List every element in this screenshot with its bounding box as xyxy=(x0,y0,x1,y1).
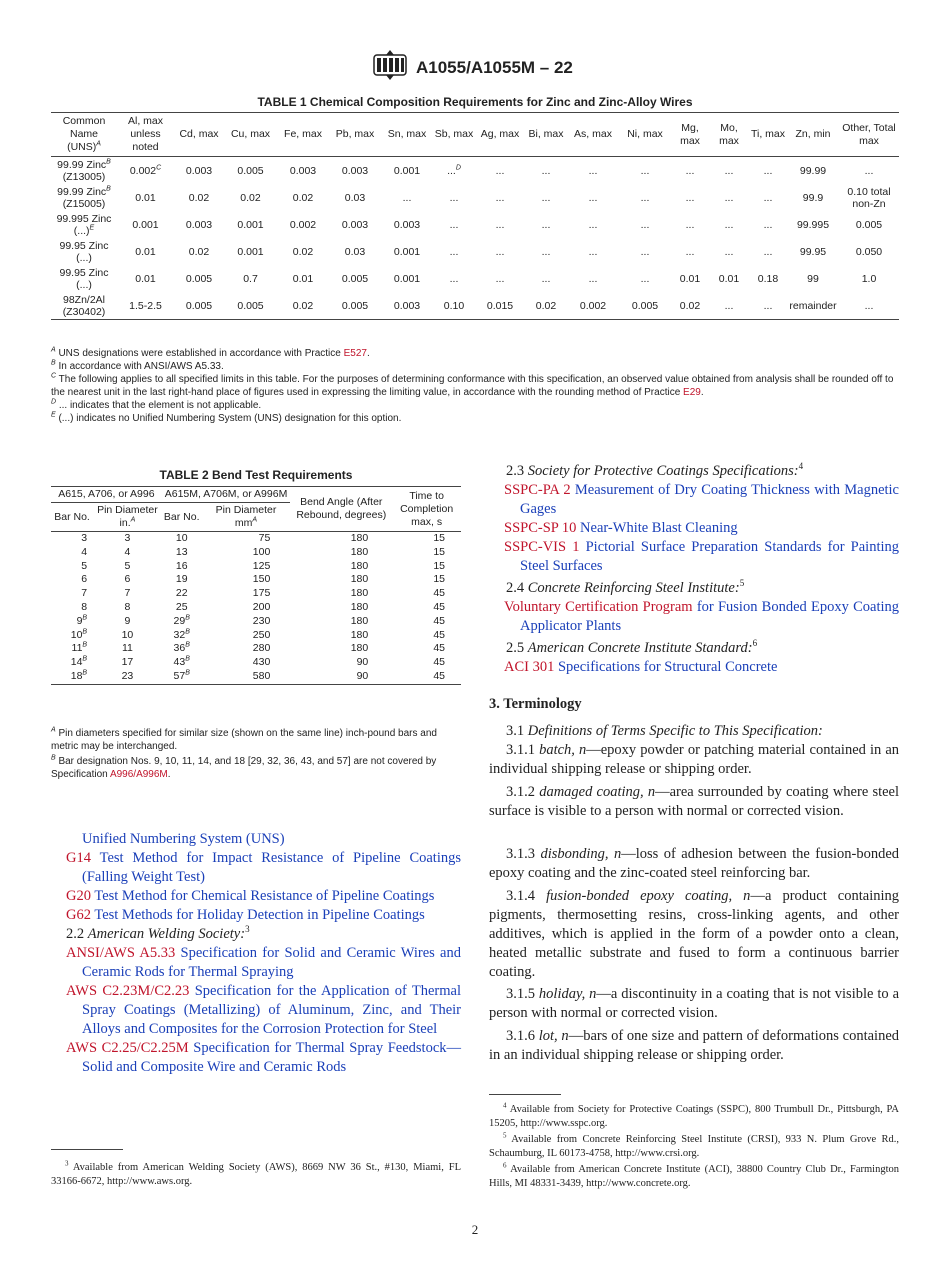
table1-cell: 0.001 xyxy=(393,272,421,285)
table2-cell: 6 xyxy=(81,573,88,586)
table2-pin-mm-header: Pin Diameter $mm^A$ xyxy=(202,503,291,532)
table1-col-header: Zn, min xyxy=(787,113,839,157)
table1-title: TABLE 1 Chemical Composition Requirements for Zinc and Zinc-Alloy Wires xyxy=(257,95,693,109)
table2-cell: $29^B$ xyxy=(173,614,190,627)
table1-footnote: $^C$ The following applies to all specified limits in this table. For the purposes of determining conformance with this specification, an observed value obtained from analysis shall be rounded off to the nearest unit in the last right-hand place of figures used in expressing the limiting value, in accordance with the rounding method of Practice E29. xyxy=(51,372,894,398)
table2-cell: 45 xyxy=(392,670,461,684)
table2-cell: 19 xyxy=(175,573,188,586)
table1-cell: ... xyxy=(724,164,734,177)
table1-cell: 0.18 xyxy=(757,272,779,285)
table2-cell: 180 xyxy=(350,614,369,627)
table1-cell: ... xyxy=(685,245,695,258)
table1-cell: 0.01 xyxy=(135,272,156,285)
table2-bend-angle-header: Bend Angle (After Rebound, degrees) xyxy=(290,487,392,532)
table1-cell: 0.003 xyxy=(341,218,369,231)
table2-row xyxy=(51,546,461,560)
table1-cell: ... xyxy=(588,272,598,285)
table2-cell: 180 xyxy=(350,545,369,558)
table1-cell: ... xyxy=(449,218,459,231)
table2-cell: 7 xyxy=(124,587,131,600)
table1-cell: ... xyxy=(864,164,874,177)
ref-aws-c223[interactable]: AWS C2.23M/C2.23 Specification for the Application of Thermal Spray Coatings (Metallizing) of Aluminum, Zinc, and Their Alloys and Composites for the Corrosion Protection for Steel xyxy=(66,983,462,1037)
table2-group-metric: A615M, A706M, or A996M xyxy=(162,487,291,503)
table1-cell: 0.003 xyxy=(185,218,213,231)
footnote-rule-right xyxy=(489,1094,561,1095)
table1-col-header: Mg, max xyxy=(671,113,709,157)
table1-cell: ... xyxy=(763,245,773,258)
table1-cell: ... xyxy=(763,218,773,231)
table2-cell: 180 xyxy=(350,573,369,586)
table1-cell: ... xyxy=(495,191,505,204)
table1-col-header: Sb, max xyxy=(433,113,475,157)
table2-cell: 10 xyxy=(175,532,188,544)
table1-footnote: $^A$ UNS designations were established in accordance with Practice E527. xyxy=(51,346,370,359)
table1-cell: 0.10 xyxy=(433,292,475,320)
table1-row-name: 99.95 Zinc (...) xyxy=(59,266,109,291)
table2-cell: $32^B$ xyxy=(173,628,190,641)
table1-cell: ... xyxy=(495,218,505,231)
a996-link[interactable]: A996/A996M xyxy=(109,769,168,780)
table1-row xyxy=(51,184,899,211)
table1-cell: ... xyxy=(495,245,505,258)
table2-cell: 5 xyxy=(81,559,88,572)
table2-cell: 9 xyxy=(124,614,131,627)
table2-cell: $9^B$ xyxy=(76,614,88,627)
table1-cell: 0.005 xyxy=(855,218,883,231)
table1-cell: 0.01 xyxy=(718,272,740,285)
table1-cell: 0.02 xyxy=(188,245,210,258)
table1-cell: 0.001 xyxy=(237,218,264,231)
table1-cell: 0.003 xyxy=(289,164,317,177)
table1-cell: 0.005 xyxy=(224,292,277,320)
table1-col-header: Common Name (UNS)$^A$ xyxy=(51,113,117,157)
table1-row-name: 98Zn/2Al (Z30402) xyxy=(51,292,117,320)
table2-title: TABLE 2 Bend Test Requirements xyxy=(159,468,353,482)
table1-cell: 0.01 xyxy=(135,191,156,204)
terminology-heading: 3. Terminology xyxy=(489,696,582,712)
table1-row xyxy=(51,157,899,185)
table2-row xyxy=(51,601,461,615)
table2-cell: 45 xyxy=(433,600,445,613)
table1-cell: ... xyxy=(588,164,598,177)
table2-cell: 125 xyxy=(252,559,271,572)
table2-cell: 430 xyxy=(252,656,271,669)
table2-cell: 90 xyxy=(356,656,369,669)
table2-cell: 45 xyxy=(433,628,445,641)
table1-cell: 0.002 xyxy=(289,218,317,231)
table2-cell: 11 xyxy=(121,642,133,655)
table1-cell: ... xyxy=(541,191,551,204)
table1-cell: 0.01 xyxy=(135,245,156,258)
table1-cell: 0.005 xyxy=(619,292,671,320)
table2-cell: 3 xyxy=(124,532,131,544)
table1-header-row xyxy=(51,113,899,157)
table2-cell: 7 xyxy=(81,587,88,600)
ref-crsi-vcp[interactable]: Voluntary Certification Program for Fusion Bonded Epoxy Coating Applicator Plants xyxy=(504,599,900,634)
table1-cell: ... xyxy=(763,191,773,204)
table1-row xyxy=(51,211,899,238)
table1-cell: ... xyxy=(495,164,505,177)
table1-cell: 0.003 xyxy=(381,292,433,320)
crsi-heading: 2.4 Concrete Reinforcing Steel Institute:$^5$ xyxy=(506,578,745,596)
table2-cell: 180 xyxy=(350,642,369,655)
table1-cell: ... xyxy=(749,292,787,320)
ref-aci-301[interactable]: ACI 301 Specifications for Structural Concrete xyxy=(504,659,778,675)
table1-cell: 0.005 xyxy=(174,292,224,320)
table1-cell: 0.001 xyxy=(393,164,421,177)
table2-row xyxy=(51,656,461,670)
table2-row xyxy=(51,560,461,574)
table1-col-header: Cu, max xyxy=(224,113,277,157)
table1-col-header: Other, Total max xyxy=(839,113,899,157)
table1-cell: ... xyxy=(839,292,899,320)
table1-row-name: 99.99 Zinc$^B$ (Z15005) xyxy=(57,185,111,210)
ref-sspc-pa2[interactable]: SSPC-PA 2 Measurement of Dry Coating Thickness with Magnetic Gages xyxy=(504,482,899,517)
table2-cell: 280 xyxy=(252,642,271,655)
table1-cell: ... xyxy=(541,272,551,285)
para-3-1-4: 3.1.4 fusion-bonded epoxy coating, n—a product containing pigments, thermosetting resins, cross-linking agents, and other additives, which is applied in the form of a powder onto a clean, heated metallic substrate and fused to form a continuous barrier coating. xyxy=(489,888,900,980)
para-3-1-2: 3.1.2 damaged coating, n—area surrounded by coating where steel surface is visible to a person with normal or corrected vision. xyxy=(489,784,900,819)
aci-heading: 2.5 American Concrete Institute Standard:$^6$ xyxy=(506,638,758,656)
table1-cell: 0.02 xyxy=(292,245,314,258)
table2-cell: 180 xyxy=(350,587,369,600)
uns-continuation: Unified Numbering System (UNS) xyxy=(82,831,285,847)
table2-row xyxy=(51,629,461,643)
table1-col-header: Fe, max xyxy=(277,113,329,157)
table2-cell: 45 xyxy=(433,656,445,669)
table1-cell: ... xyxy=(449,191,459,204)
table1-cell: 0.005 xyxy=(341,272,369,285)
para-3-1-3: 3.1.3 disbonding, n—loss of adhesion between the fusion-bonded epoxy coating and the zinc-coated steel reinforcing bar. xyxy=(489,846,899,881)
table2-cell: 4 xyxy=(81,545,88,558)
table1-cell: 0.005 xyxy=(237,164,264,177)
table1-cell: ... xyxy=(685,164,695,177)
ref-sspc-sp10[interactable]: SSPC-SP 10 Near-White Blast Cleaning xyxy=(504,520,738,536)
footnote-3: $^3$ Available from American Welding Society (AWS), 8669 NW 36 St., #130, Miami, FL 33166-6672, http://www.aws.org. xyxy=(51,1159,461,1187)
para-3-1-1: 3.1.1 batch, n—epoxy powder or patching material contained in an individual shipping release or shipping order. xyxy=(489,742,900,777)
table1-cell: ... xyxy=(640,191,650,204)
table2-group-inch: A615, A706, or A996 xyxy=(51,487,162,503)
table2-cell: 17 xyxy=(121,656,134,669)
table1-cell: 1.5-2.5 xyxy=(117,292,174,320)
table2-cell: 3 xyxy=(81,532,88,544)
table2-time-header: Time to Completion max, s xyxy=(392,487,461,532)
standard-link[interactable]: E29 xyxy=(683,387,701,398)
table2-bar-no-header: Bar No. xyxy=(51,503,93,532)
table1-col-header: Al, max unless noted xyxy=(117,113,174,157)
para-3-1-5: 3.1.5 holiday, n—a discontinuity in a coating that is not visible to a person with normal or corrected vision. xyxy=(489,986,899,1021)
table2-cell: 23 xyxy=(93,670,162,684)
table2-cell: 250 xyxy=(252,628,271,641)
table1-cell: ... xyxy=(640,164,650,177)
table2-row xyxy=(51,670,461,684)
table1-cell: ... xyxy=(541,164,551,177)
table1-cell: 0.050 xyxy=(855,245,883,258)
table2-row xyxy=(51,532,461,546)
table1-cell: ... xyxy=(541,218,551,231)
table1-cell: ... xyxy=(402,191,412,204)
table1-cell: ... xyxy=(588,245,598,258)
ref-g62[interactable]: G62 Test Methods for Holiday Detection in Pipeline Coatings xyxy=(66,907,425,923)
document-id: A1055/A1055M – 22 xyxy=(416,58,573,77)
left-references xyxy=(51,830,461,1077)
table1-cell: 0.10 total non-Zn xyxy=(847,185,891,210)
table1-cell: 0.001 xyxy=(237,245,264,258)
table1-row xyxy=(51,238,899,265)
table2-row xyxy=(51,573,461,587)
table2-cell: 230 xyxy=(252,614,271,627)
table1-cell: ... xyxy=(685,218,695,231)
aws-heading: 2.2 American Welding Society:$^3$ xyxy=(66,924,250,942)
footnote-4: $^4$ Available from Society for Protective Coatings (SSPC), 800 Trumbull Dr., Pittsburgh, PA 15205, http://www.sspc.org. xyxy=(489,1101,900,1129)
sspc-heading: 2.3 Society for Protective Coatings Specifications:$^4$ xyxy=(506,461,804,479)
table2-cell: 180 xyxy=(350,628,369,641)
table1-cell: remainder xyxy=(787,292,839,320)
table2-footnote-b: $^B$ Bar designation Nos. 9, 10, 11, 14, and 18 [29, 32, 36, 43, and 57] are not covered by Specification A996/A996M. xyxy=(51,754,437,780)
table2-bar-no-metric-header: Bar No. xyxy=(162,503,202,532)
table1-cell: ... xyxy=(709,292,749,320)
table1-cell: ... xyxy=(449,245,459,258)
astm-logo xyxy=(373,50,407,80)
table1-cell: 0.02 xyxy=(240,191,261,204)
table1-footnote: $^E$ (...) indicates no Unified Numbering System (UNS) designation for this option. xyxy=(51,411,402,424)
standard-link[interactable]: E527 xyxy=(343,348,367,359)
para-3-1-6: 3.1.6 lot, n—bars of one size and pattern of deformations contained in an individual shipping release or shipping order. xyxy=(489,1028,900,1063)
table1-cell: ... xyxy=(640,245,650,258)
table2-cell: $11^B$ xyxy=(71,641,88,655)
table1-cell: 0.002 xyxy=(567,292,619,320)
table1-cell: ... xyxy=(541,245,551,258)
table1-row-name: 99.995 Zinc (...)$^E$ xyxy=(56,212,112,237)
table1-cell: ... xyxy=(449,272,459,285)
table1-cell: ... xyxy=(685,191,695,204)
table1-row xyxy=(51,265,899,292)
table2-pin-in-header: Pin Diameter in.$^A$ xyxy=(93,503,162,532)
table2-cell: 22 xyxy=(175,587,188,600)
table1-col-header: As, max xyxy=(567,113,619,157)
table1-cell: 0.02 xyxy=(671,292,709,320)
ref-aws-c225[interactable]: AWS C2.25/C2.25M Specification for Thermal Spray Feedstock—Solid and Composite Wire and Ceramic Rods xyxy=(66,1040,462,1075)
table2-footnote-a: $^A$ Pin diameters specified for similar size (shown on the same line) inch-pound bars and metric may be interchanged. xyxy=(51,726,437,752)
table1-cell: 99 xyxy=(807,272,819,285)
table1-footnote: $^D$ ... indicates that the element is not applicable. xyxy=(51,398,262,411)
table1-col-header: Bi, max xyxy=(525,113,567,157)
table2-cell: 90 xyxy=(290,670,392,684)
footnote-6: $^6$ Available from American Concrete Institute (ACI), 38800 Country Club Dr., Farmington Hills, MI 48331-3439, http://www.concrete.org. xyxy=(489,1161,899,1189)
table1-cell: ... xyxy=(640,218,650,231)
footnote-rule-left xyxy=(51,1149,123,1150)
table1-cell: 99.99 xyxy=(799,164,827,177)
table2-cell: 15 xyxy=(433,559,445,572)
table1-cell: 0.01 xyxy=(679,272,701,285)
table2-cell: 8 xyxy=(124,600,131,613)
table1-cell: 0.01 xyxy=(292,272,314,285)
table2-cell: 200 xyxy=(252,600,271,613)
table1-row-name: 99.95 Zinc (...) xyxy=(59,239,109,264)
table1-cell: 99.995 xyxy=(796,218,830,231)
table2-cell: 175 xyxy=(252,587,271,600)
table2-cell: $18^B$ xyxy=(51,670,93,684)
table1-row xyxy=(51,292,899,320)
table2-cell: 580 xyxy=(202,670,291,684)
table2-cell: $10^B$ xyxy=(70,628,88,641)
table2-cell: 100 xyxy=(252,545,271,558)
table2-cell: $43^B$ xyxy=(173,655,190,669)
table2-cell: $36^B$ xyxy=(173,641,190,655)
table2-cell: 5 xyxy=(124,559,131,572)
ref-ansi-aws-a533[interactable]: ANSI/AWS A5.33 Specification for Solid and Ceramic Wires and Ceramic Rods for Thermal Spraying xyxy=(66,945,461,980)
table1-footnote: $^B$ In accordance with ANSI/AWS A5.33. xyxy=(51,359,224,372)
table2-cell: $57^B$ xyxy=(162,670,202,684)
table1-cell: ... xyxy=(588,218,598,231)
table1-cell: ... xyxy=(724,245,734,258)
table2-cell: 15 xyxy=(433,532,445,544)
table1-cell: 0.7 xyxy=(243,272,258,285)
ref-g14[interactable]: G14 Test Method for Impact Resistance of Pipeline Coatings (Falling Weight Test) xyxy=(66,850,461,885)
table1-cell: ... xyxy=(588,191,598,204)
ref-sspc-vis1[interactable]: SSPC-VIS 1 Pictorial Surface Preparation Standards for Painting Steel Surfaces xyxy=(504,539,899,574)
table1-cell: 0.02 xyxy=(525,292,567,320)
table2-cell: 180 xyxy=(350,600,369,613)
page-number: 2 xyxy=(471,1222,479,1237)
table1-col-header: Sn, max xyxy=(381,113,433,157)
table2-cell: $14^B$ xyxy=(70,655,88,669)
table2-cell: 25 xyxy=(175,600,188,613)
table2-cell: 15 xyxy=(433,573,445,586)
right-references xyxy=(489,462,899,677)
table1-col-header: Cd, max xyxy=(174,113,224,157)
table1-cell: ... xyxy=(495,272,505,285)
table2-cell: 45 xyxy=(433,642,445,655)
table1-cell: 0.02 xyxy=(292,191,314,204)
table1-cell: 0.003 xyxy=(185,164,213,177)
table1-col-header: Mo, max xyxy=(709,113,749,157)
table2-cell: 6 xyxy=(124,573,131,586)
table1-cell: 0.02 xyxy=(277,292,329,320)
table2-cell: 180 xyxy=(350,532,369,544)
table1-cell: 0.005 xyxy=(329,292,381,320)
table1-row-name: 99.99 Zinc$^B$ (Z13005) xyxy=(57,158,111,183)
table1-cell: ... xyxy=(640,272,650,285)
table2-cell: 45 xyxy=(433,614,445,627)
table2-cell: 4 xyxy=(124,545,131,558)
table2 xyxy=(51,486,461,685)
table1 xyxy=(51,112,899,320)
table1-cell: 0.003 xyxy=(341,164,369,177)
table2-row xyxy=(51,587,461,601)
table2-cell: 10 xyxy=(121,628,134,641)
table1-cell: ... xyxy=(724,218,734,231)
table2-cell: 8 xyxy=(81,600,88,613)
table1-cell: $0.002^C$ xyxy=(129,164,162,177)
table2-cell: 180 xyxy=(350,559,369,572)
table1-cell: 99.95 xyxy=(799,245,827,258)
table2-row xyxy=(51,615,461,629)
table1-cell: 99.9 xyxy=(802,191,824,204)
table1-col-header: Ag, max xyxy=(475,113,525,157)
table2-row xyxy=(51,642,461,656)
table1-cell: 0.001 xyxy=(393,245,421,258)
table1-cell: 0.03 xyxy=(344,191,366,204)
table1-col-header: Pb, max xyxy=(329,113,381,157)
table1-col-header: Ti, max xyxy=(749,113,787,157)
table1-col-header: Ni, max xyxy=(619,113,671,157)
table1-cell: ...$^D$ xyxy=(447,164,461,177)
table2-cell: 150 xyxy=(252,573,271,586)
table1-cell: ... xyxy=(724,191,734,204)
table1-cell: 0.03 xyxy=(344,245,366,258)
table1-cell: 0.015 xyxy=(475,292,525,320)
table2-cell: 75 xyxy=(258,532,271,544)
table2-cell: 15 xyxy=(433,545,445,558)
footnote-5: $^5$ Available from Concrete Reinforcing Steel Institute (CRSI), 933 N. Plum Grove Rd., Schaumburg, IL 60173-4758, http://www.crsi.org. xyxy=(489,1131,900,1159)
para-3-1: 3.1 Definitions of Terms Specific to This Specification: xyxy=(506,723,823,739)
table1-cell: 0.001 xyxy=(132,218,159,231)
table2-cell: 16 xyxy=(175,559,188,572)
table1-cell: 1.0 xyxy=(861,272,877,285)
table1-cell: ... xyxy=(763,164,773,177)
table1-cell: 0.02 xyxy=(188,191,210,204)
table2-cell: 13 xyxy=(175,545,188,558)
table1-cell: 0.003 xyxy=(393,218,421,231)
table2-cell: 45 xyxy=(433,587,445,600)
ref-g20[interactable]: G20 Test Method for Chemical Resistance of Pipeline Coatings xyxy=(66,888,435,904)
table1-cell: 0.005 xyxy=(185,272,213,285)
